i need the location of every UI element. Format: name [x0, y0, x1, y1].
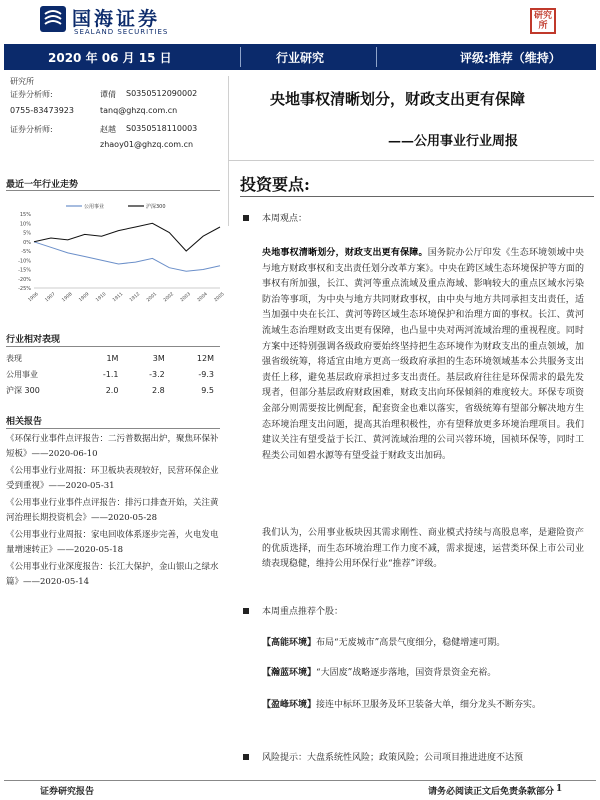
x-tick-label: 1908 — [61, 292, 74, 304]
bar-divider — [376, 47, 377, 67]
related-report-link[interactable]: 《公用事业行业周报：环卫板块表现较好，民营环保企业受到重视》——2020-05-31 — [6, 466, 219, 491]
stock-pick-name: 【高能环境】 — [262, 638, 317, 648]
stock-pick-text: 布局“无废城市”高景气度细分，稳健增速可期。 — [316, 638, 506, 648]
bar-divider — [240, 47, 241, 67]
stock-pick-item — [262, 636, 584, 652]
x-tick-label: 2003 — [179, 292, 192, 304]
page-number: 1 — [556, 784, 563, 794]
report-title: 央地事权清晰划分，财政支出更有保障 — [270, 90, 526, 108]
footer-label: 证券研究报告 — [40, 787, 95, 797]
analyst2-label: 证券分析师: — [10, 125, 53, 134]
investment-heading: 投资要点: — [240, 175, 310, 194]
table-header-row — [4, 350, 220, 366]
table-cell: -3.2 — [149, 369, 165, 379]
y-tick-label: 10% — [19, 221, 31, 228]
stock-pick-item — [262, 666, 584, 682]
related-report-link[interactable]: 《公用事业行业周报：家电回收体系逐步完善，火电发电量增速转正》——2020-05-18 — [6, 530, 219, 555]
disclaimer-note: 请务必阅读正文后免责条款部分 — [428, 787, 555, 797]
y-tick-label: -10% — [18, 258, 31, 265]
trend-heading: 最近一年行业走势 — [6, 180, 79, 190]
x-tick-label: 1911 — [112, 292, 125, 304]
table-header-cell: 1M — [106, 353, 119, 363]
related-report-link[interactable]: 《公用事业行业深度报告：长江大保护，金山银山之绿水篇》——2020-05-14 — [6, 562, 219, 587]
analyst1-label: 证券分析师: — [10, 90, 53, 99]
x-tick-label: 1907 — [44, 292, 57, 304]
sealand-logo-icon — [40, 6, 66, 32]
report-info-bar — [4, 44, 596, 70]
x-tick-label: 1909 — [78, 292, 91, 304]
performance-heading: 行业相对表现 — [6, 335, 61, 345]
legend-label-utilities: 公用事业 — [84, 204, 105, 210]
x-tick-label: 2005 — [213, 292, 226, 304]
stock-pick-name: 【瀚蓝环境】 — [262, 668, 317, 678]
x-tick-label: 1912 — [129, 292, 142, 304]
brand-name: 国海证券 — [72, 8, 161, 30]
x-tick-label: 2001 — [146, 292, 159, 304]
trend-rule — [6, 190, 220, 191]
legend-label-hs300: 沪深300 — [146, 204, 166, 210]
y-tick-label: -15% — [18, 267, 31, 274]
series-line-hs300 — [34, 223, 220, 251]
y-tick-label: 5% — [23, 230, 31, 237]
institute-label: 研究所 — [10, 77, 34, 86]
rating-paragraph: 我们认为，公用事业板块因其需求刚性、商业模式持续与高股息率，是避险资产的优质选择，而生态环境治理工作力度不减，需求提速，运营类环保上市公司业绩表现稳健，维持公用环保行业“推荐”评级。 — [262, 528, 584, 570]
analyst2-email[interactable]: zhaoy01@ghzq.com.cn — [100, 140, 194, 149]
y-tick-label: -25% — [18, 286, 31, 292]
related-report-link[interactable]: 《公用事业行业事件点评报告：排污口排查开始，关注黄河治理长期投资机会》——2020-05-28 — [6, 498, 219, 523]
analyst1-name: 谭倩 — [100, 90, 116, 99]
trend-chart — [4, 198, 226, 308]
analyst2-id: S0350518110003 — [126, 124, 198, 133]
table-cell: 沪深 300 — [6, 385, 40, 395]
bullet-square-icon — [243, 215, 249, 221]
table-cell: 公用事业 — [6, 369, 38, 379]
title-rule — [228, 160, 594, 161]
table-header-cell: 12M — [196, 353, 214, 363]
x-tick-label: 1906 — [27, 292, 40, 304]
stock-pick-text: 接连中标环卫服务及环卫装备大单，细分龙头不断夯实。 — [316, 700, 542, 710]
table-row — [4, 382, 220, 398]
footer-rule — [4, 780, 596, 781]
table-row — [4, 366, 220, 382]
y-tick-label: -5% — [21, 249, 31, 255]
reports-rule — [6, 428, 220, 429]
weekly-view-paragraph — [262, 246, 584, 464]
table-cell: 9.5 — [201, 385, 214, 395]
performance-rule — [6, 346, 220, 347]
report-category: 行业研究 — [276, 51, 325, 65]
bullet-square-icon — [243, 754, 249, 760]
weekly-view-body: 国务院办公厅印发《生态环境领域中央与地方财政事权和支出责任划分改革方案》。中央在跨区域生态环境保护等方面的事权有所加强，长江、黄河等重点流域及重点海域、影响较大的重点区域水污染防治等事项，为中央与地方共同财政事权，由中央与地方共同承担支出责任，适当加强中央在长江、黄河等跨区域生态环境保护和治理方面的事权。长江、黄河流域生态治理财政支出更有保障，也凸显中央对两河流域治理的重视程度。同时方案中还特别强调各级政府要始终坚持把生态环境作为财政支出的重点领域，加强省级统筹，将适宜由地方更高一级政府承担的生态环境领域基本公共服务支出责任上移，避免基层政府承担过多支出责任。基层政府往往是环保需求的最先发现者，但部分基层政府财政困难，财政支出向环保倾斜的难度较大。环保专项资金部分则需要按比例配套，配套资金也难以落实，省级统筹有望部分解决地方生态环境治理支出问题，提高其治理积极性，亦有望释放更多环境治理项目。我们建议关注有望受益于长江、黄河流域治理的公司兴蓉环境，国祯环保等，同时工程类公司如碧水源等有望受益于财政支出加码。 — [262, 248, 584, 461]
risk-warning — [262, 750, 523, 763]
reports-heading: 相关报告 — [6, 417, 43, 427]
related-report-link[interactable]: 《环保行业事件点评报告：二污普数据出炉，聚焦环保补短板》——2020-06-10 — [6, 434, 219, 459]
table-cell: 2.0 — [105, 385, 119, 395]
performance-table — [4, 350, 220, 398]
analyst1-id: S0350512090002 — [126, 89, 198, 98]
y-tick-label: 0% — [23, 239, 31, 246]
report-subtitle: ——公用事业行业周报 — [388, 134, 519, 149]
stock-pick-name: 【盈峰环境】 — [262, 700, 317, 710]
column-divider — [228, 76, 229, 226]
table-cell: -9.3 — [198, 369, 214, 379]
x-tick-label: 2004 — [196, 292, 209, 304]
y-tick-label: 15% — [19, 212, 31, 218]
report-rating: 评级:推荐（维持） — [460, 51, 561, 65]
weekly-view-label: 本周观点： — [262, 214, 308, 224]
risk-text: 大盘系统性风险；政策风险；公司项目推进进度不达预 — [307, 753, 524, 763]
y-tick-label: -20% — [18, 276, 31, 283]
stock-pick-item — [262, 698, 584, 714]
table-cell: -1.1 — [102, 369, 119, 379]
risk-label: 风险提示： — [262, 753, 308, 763]
related-reports-list — [6, 432, 226, 592]
analyst1-email[interactable]: tanq@ghzq.com.cn — [100, 106, 178, 115]
stock-picks-label: 本周重点推荐个股： — [262, 607, 344, 617]
analyst2-name: 赵越 — [100, 125, 116, 134]
table-header-cell: 表现 — [6, 353, 22, 363]
chart-legend — [66, 203, 166, 210]
weekly-view-lead: 央地事权清晰划分，财政支出更有保障。 — [262, 248, 428, 258]
table-cell: 2.8 — [152, 385, 165, 395]
x-tick-label: 1910 — [95, 292, 108, 304]
brand-english: SEALAND SECURITIES — [74, 28, 169, 36]
research-stamp: 研究 所 — [530, 8, 556, 34]
x-tick-label: 2002 — [162, 292, 175, 304]
analyst1-phone: 0755-83473923 — [10, 106, 74, 115]
table-header-cell: 3M — [152, 353, 165, 363]
bullet-square-icon — [243, 608, 249, 614]
investment-rule — [240, 196, 594, 197]
report-date: 2020 年 06 月 15 日 — [48, 51, 172, 65]
stock-pick-text: “大固废”战略逐步落地，国资背景资金充裕。 — [316, 668, 497, 678]
